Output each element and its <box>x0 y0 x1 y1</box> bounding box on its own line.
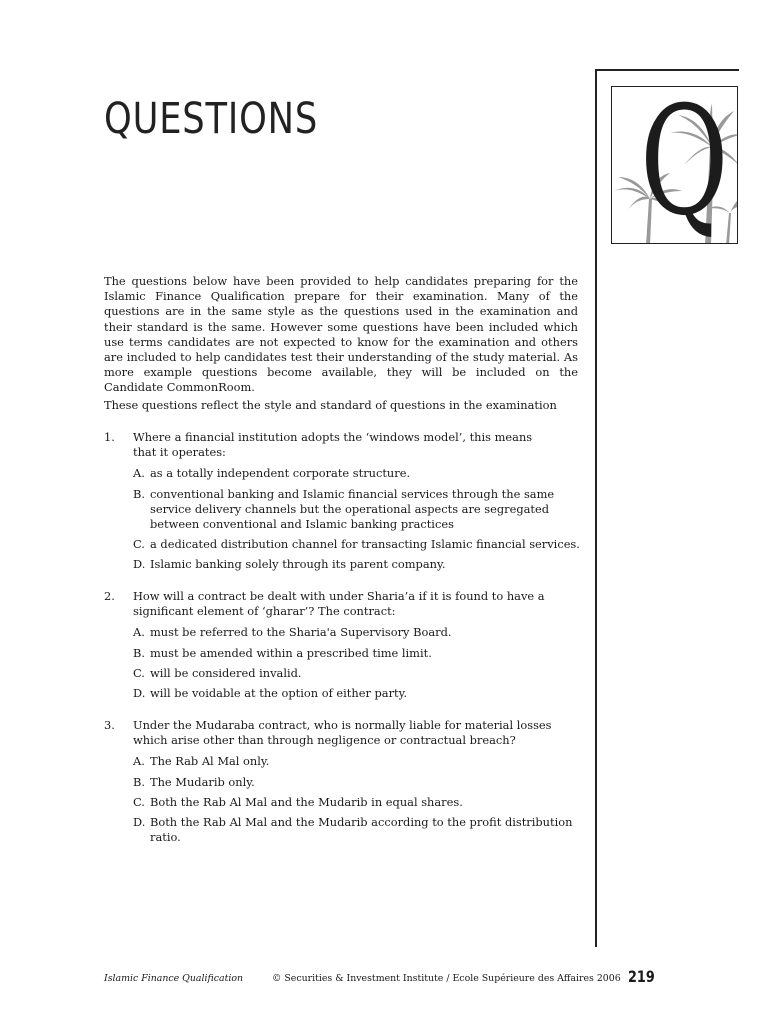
question-number: 2. <box>104 589 115 603</box>
style-note: These questions reflect the style and standard of questions in the examination <box>104 398 557 412</box>
answer-option <box>133 795 584 810</box>
option-letter: C. <box>133 665 145 680</box>
footer-copyright: © Securities & Investment Institute / Ecole Supérieure des Affaires 2006 <box>272 973 621 984</box>
option-text: Islamic banking solely through its parent company. <box>150 557 446 572</box>
answer-option <box>133 686 584 701</box>
option-text: as a totally independent corporate structure. <box>150 466 411 481</box>
page-number: 219 <box>628 967 655 986</box>
option-letter: D. <box>133 686 146 701</box>
question-1 <box>104 430 584 578</box>
top-divider <box>595 69 739 71</box>
option-letter: A. <box>133 466 145 481</box>
section-letter: Q <box>640 86 729 244</box>
vertical-divider <box>595 69 597 947</box>
option-text: will be voidable at the option of either party. <box>150 686 408 701</box>
option-text: must be amended within a prescribed time limit. <box>150 645 432 660</box>
option-text: a dedicated distribution channel for transacting Islamic financial services. <box>150 537 580 552</box>
option-text: will be considered invalid. <box>150 665 302 680</box>
option-letter: B. <box>133 774 145 789</box>
answer-option <box>133 466 584 481</box>
option-text: must be referred to the Sharia'a Supervisory Board. <box>150 625 452 640</box>
answer-option <box>133 754 584 769</box>
option-text: Both the Rab Al Mal and the Mudarib according to the profit distribution ratio. <box>150 815 573 845</box>
option-letter: C. <box>133 794 145 809</box>
section-emblem <box>611 86 738 244</box>
answer-options <box>133 466 584 572</box>
question-number: 1. <box>104 430 115 444</box>
footer-publication: Islamic Finance Qualification <box>104 973 244 984</box>
option-text: The Mudarib only. <box>150 774 255 789</box>
question-2 <box>104 589 584 706</box>
answer-option <box>133 557 584 572</box>
option-text: conventional banking and Islamic financial services through the same service delivery channels but the operational aspects are segregated between conventional and Islamic banking practices <box>150 486 555 532</box>
answer-option <box>133 815 584 845</box>
option-letter: A. <box>133 625 145 640</box>
question-text: Under the Mudaraba contract, who is normally liable for material losses which arise other than through negligence or contractual breach? <box>133 718 552 748</box>
question-number: 3. <box>104 718 115 732</box>
question-3 <box>104 718 584 850</box>
option-letter: A. <box>133 754 145 769</box>
answer-option <box>133 625 584 640</box>
option-letter: C. <box>133 537 145 552</box>
option-letter: D. <box>133 557 146 572</box>
option-letter: D. <box>133 815 146 830</box>
answer-options <box>133 625 584 701</box>
option-text: Both the Rab Al Mal and the Mudarib in equal shares. <box>150 794 463 809</box>
page-title: QUESTIONS <box>104 94 319 144</box>
question-text: How will a contract be dealt with under Sharia’a if it is found to have a significant element of ‘gharar’? The contract: <box>133 589 545 619</box>
question-text: Where a financial institution adopts the ‘windows model’, this means that it operates: <box>133 430 533 460</box>
intro-paragraph: The questions below have been provided to help candidates preparing for the Islamic Finance Qualification prepare for their examination. Many of the questions are in the same style as the questions used in the examination and their standard is the same. However some questions have been included which use terms candidates are not expected to know for the examination and others are included to help candidates test their understanding of the study material. As more example questions become available, they will be included on the Candidate CommonRoom. <box>104 274 578 395</box>
answer-option <box>133 666 584 681</box>
answer-option <box>133 775 584 790</box>
answer-option <box>133 646 584 661</box>
answer-option <box>133 537 584 552</box>
answer-options <box>133 754 584 845</box>
option-text: The Rab Al Mal only. <box>150 754 270 769</box>
option-letter: B. <box>133 486 145 501</box>
option-letter: B. <box>133 645 145 660</box>
answer-option <box>133 487 584 533</box>
